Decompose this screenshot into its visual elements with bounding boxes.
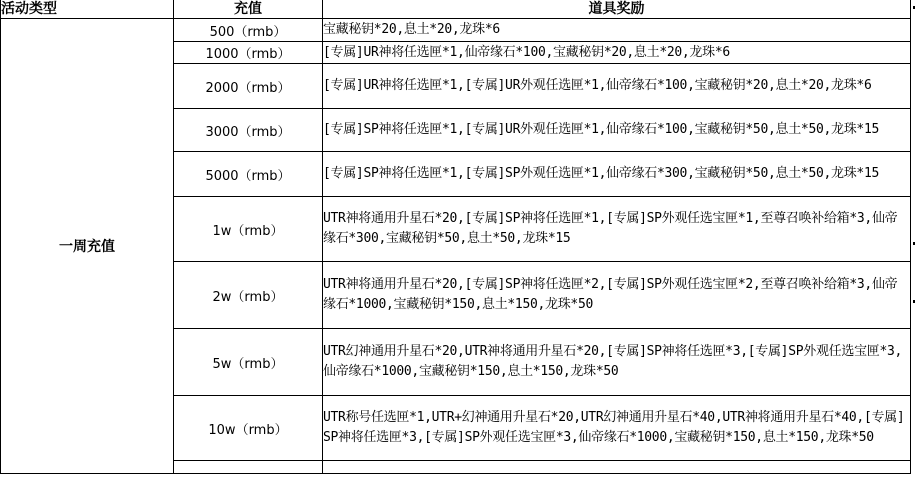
amount-cell[interactable]: 3000（rmb） [174,109,323,152]
reward-cell[interactable]: UTR神将通用升星石*20,[专属]SP神将任选匣*1,[专属]SP外观任选宝匣*1,至尊召唤补给箱*3,仙帝缘石*300,宝藏秘钥*50,息土*50,龙珠*15 [323,197,911,262]
reward-cell[interactable]: 宝藏秘钥*20,息土*20,龙珠*6 [323,19,911,42]
amount-cell[interactable]: 2000（rmb） [174,64,323,109]
reward-cell[interactable]: [专属]SP神将任选匣*1,[专属]UR外观任选匣*1,仙帝缘石*100,宝藏秘钥*50,息土*50,龙珠*15 [323,109,911,152]
cell-fragment [913,6,915,9]
reward-cell[interactable]: [专属]UR神将任选匣*1,仙帝缘石*100,宝藏秘钥*20,息土*20,龙珠*6 [323,42,911,64]
amount-cell[interactable]: 1w（rmb） [174,197,323,262]
amount-cell[interactable]: 5000（rmb） [174,152,323,197]
reward-cell[interactable]: UTR称号任选匣*1,UTR+幻神通用升星石*20,UTR幻神通用升星石*40,UTR神将通用升星石*40,[专属]SP神将任选匣*3,[专属]SP外观任选宝匣*3,仙帝缘石*1000,宝藏秘钥*150,息土*150,龙珠*50 [323,396,911,461]
cell-fragment [913,300,915,303]
next-column-edge [910,0,917,482]
activity-type-cell[interactable]: 一周充值 [1,19,174,474]
amount-cell[interactable]: 5w（rmb） [174,329,323,396]
header-activity-type[interactable]: 活动类型 [1,0,174,19]
header-row [1,0,911,19]
table-row [1,19,911,42]
amount-cell[interactable]: 500（rmb） [174,19,323,42]
amount-cell[interactable]: 1000（rmb） [174,42,323,64]
reward-cell[interactable]: UTR幻神通用升星石*20,UTR神将通用升星石*20,[专属]SP神将任选匣*3,[专属]SP外观任选宝匣*3,仙帝缘石*1000,宝藏秘钥*150,息土*150,龙珠*50 [323,329,911,396]
reward-cell[interactable]: [专属]UR神将任选匣*1,[专属]UR外观任选匣*1,仙帝缘石*100,宝藏秘钥*20,息土*20,龙珠*6 [323,64,911,109]
empty-cell[interactable] [323,461,911,474]
amount-cell[interactable]: 10w（rmb） [174,396,323,461]
amount-cell[interactable]: 2w（rmb） [174,262,323,329]
reward-cell[interactable]: [专属]SP神将任选匣*1,[专属]SP外观任选匣*1,仙帝缘石*300,宝藏秘钥*50,息土*50,龙珠*15 [323,152,911,197]
empty-cell[interactable] [174,461,323,474]
header-amount[interactable]: 充值 [174,0,323,19]
header-reward[interactable]: 道具奖励 [323,0,911,19]
reward-cell[interactable]: UTR神将通用升星石*20,[专属]SP神将任选匣*2,[专属]SP外观任选宝匣*2,至尊召唤补给箱*3,仙帝缘石*1000,宝藏秘钥*150,息土*150,龙珠*50 [323,262,911,329]
cell-fragment [913,242,915,245]
